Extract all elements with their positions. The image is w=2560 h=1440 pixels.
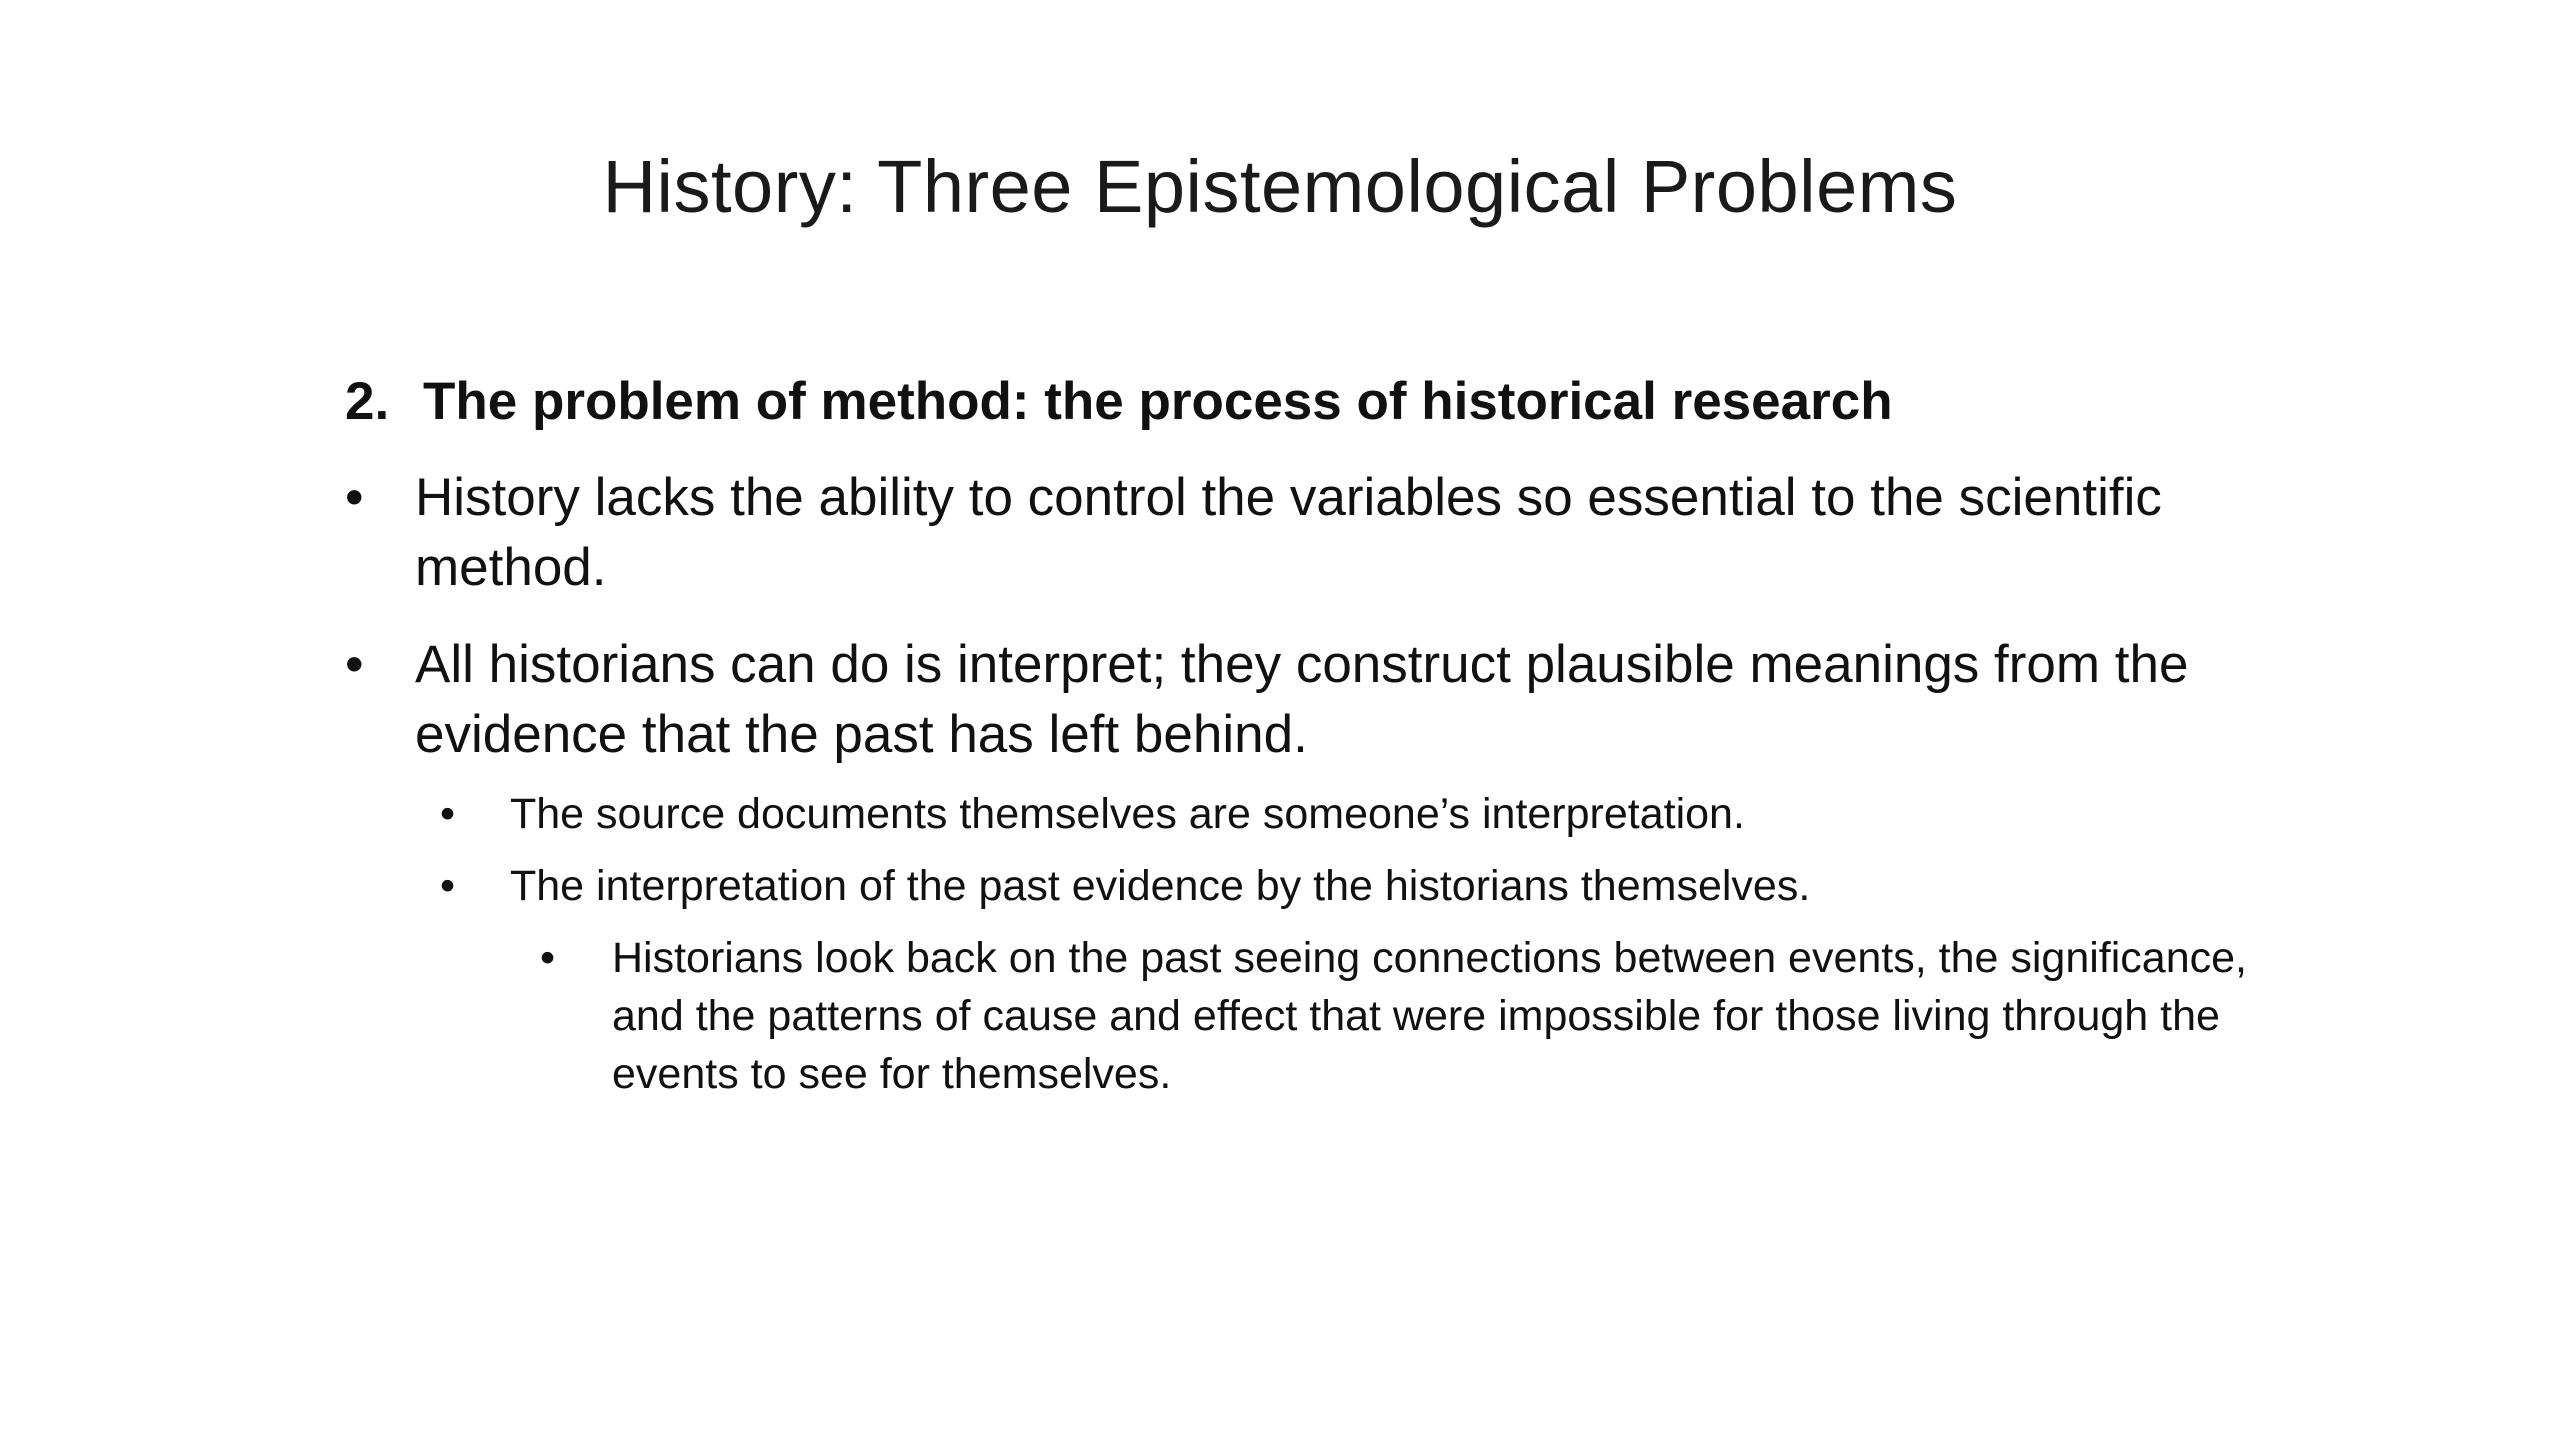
bullet-icon: • [440,862,456,910]
bullet-icon: • [345,635,364,694]
bullet-icon: • [345,468,364,527]
bullet-text: History lacks the ability to control the variables so essential to the scientific method. [415,468,2162,597]
bullet-item [345,463,2265,603]
sub-bullet-text: The source documents themselves are someone’s interpretation. [510,790,1745,838]
section-heading [345,370,1893,434]
bullet-item [345,630,2265,770]
sub-bullet-item [440,785,2260,843]
sub-sub-bullet-text: Historians look back on the past seeing connections between events, the significance, and the patterns of cause and effect that were impossible for those living through the events to see for themselves. [612,934,2247,1098]
section-number: 2. [345,372,390,431]
bullet-text: All historians can do is interpret; they construct plausible meanings from the evidence that the past has left behind. [415,635,2189,764]
sub-sub-bullet-item [540,929,2260,1103]
bullet-icon: • [540,934,556,982]
bullet-icon: • [440,790,456,838]
section-heading-text: The problem of method: the process of historical research [423,372,1893,431]
sub-bullet-text: The interpretation of the past evidence by the historians themselves. [510,862,1811,910]
sub-bullet-item [440,857,2260,915]
slide-title: History: Three Epistemological Problems [602,145,1958,228]
